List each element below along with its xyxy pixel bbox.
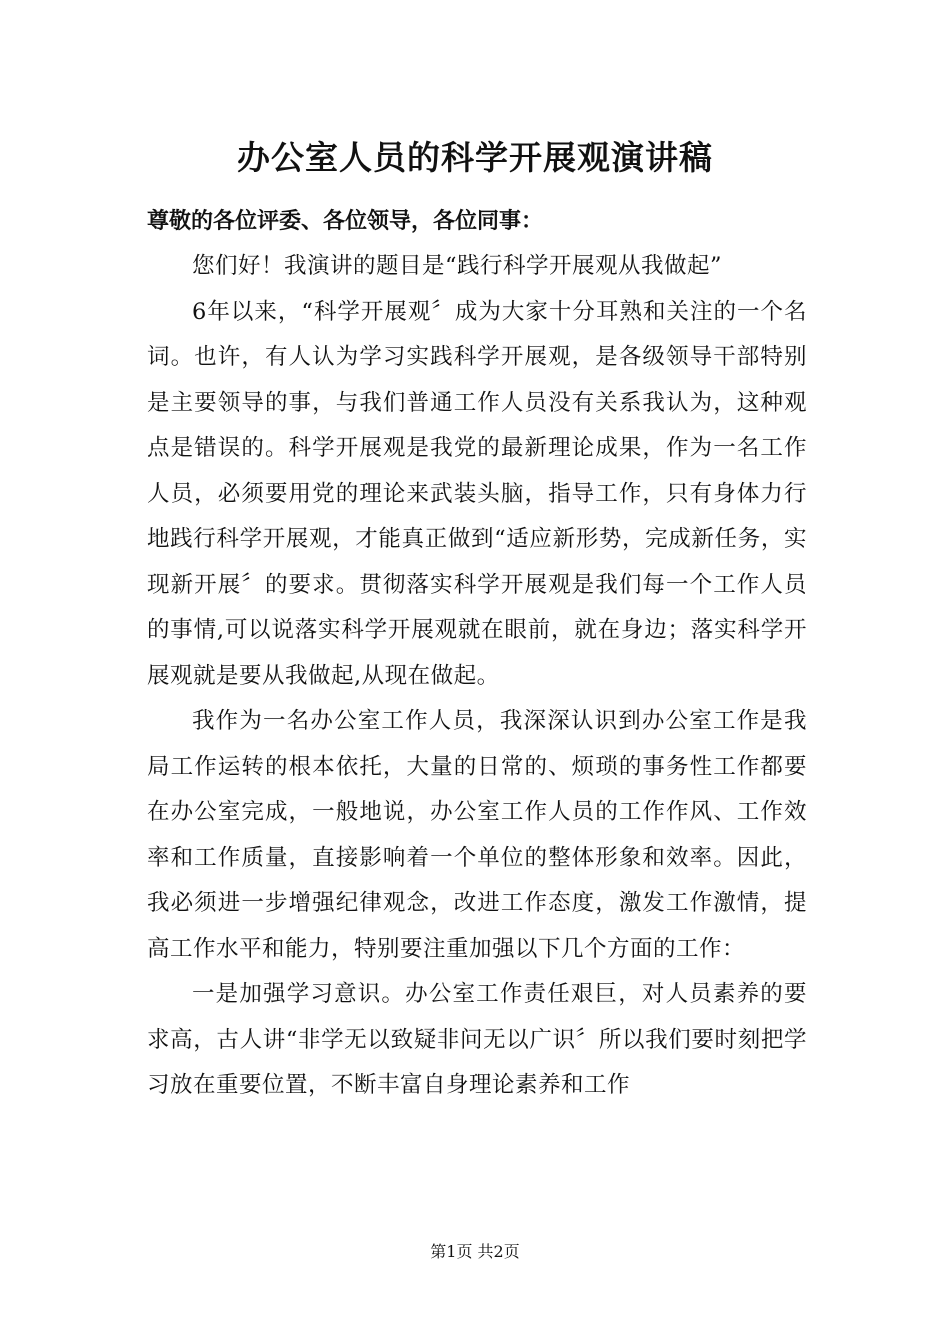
page-footer: 第1页 共2页 xyxy=(430,1242,520,1261)
paragraph-greeting: 您们好！我演讲的题目是“践行科学开展观从我做起” xyxy=(192,253,723,279)
document-title: 办公室人员的科学开展观演讲稿 xyxy=(237,138,713,177)
document-body xyxy=(147,244,807,1109)
paragraph-learning: 一是加强学习意识。办公室工作责任艰巨，对人员素养的要求高，古人讲“非学无以致疑非问无以广识〞所以我们要时刻把学习放在重要位置，不断丰富自身理论素养和工作 xyxy=(147,981,807,1098)
paragraph-office-work: 我作为一名办公室工作人员，我深深认识到办公室工作是我局工作运转的根本依托，大量的日常的、烦琐的事务性工作都要在办公室完成，一般地说，办公室工作人员的工作作风、工作效率和工作质量，直接影响着一个单位的整体形象和效率。因此，我必须进一步增强纪律观念，改进工作态度，激发工作激情，提高工作水平和能力，特别要注重加强以下几个方面的工作： xyxy=(147,708,807,962)
salutation: 尊敬的各位评委、各位领导，各位同事： xyxy=(147,208,544,234)
paragraph-intro: 6年以来，“科学开展观〞成为大家十分耳熟和关注的一个名词。也许，有人认为学习实践科学开展观，是各级领导干部特别是主要领导的事，与我们普通工作人员没有关系我认为，这种观点是错误的。科学开展观是我党的最新理论成果，作为一名工作人员，必须要用党的理论来武装头脑，指导工作，只有身体力行地践行科学开展观，才能真正做到“适应新形势，完成新任务，实现新开展〞的要求。贯彻落实科学开展观是我们每一个工作人员的事情,可以说落实科学开展观就在眼前，就在身边；落实科学开展观就是要从我做起,从现在做起。 xyxy=(147,298,807,689)
